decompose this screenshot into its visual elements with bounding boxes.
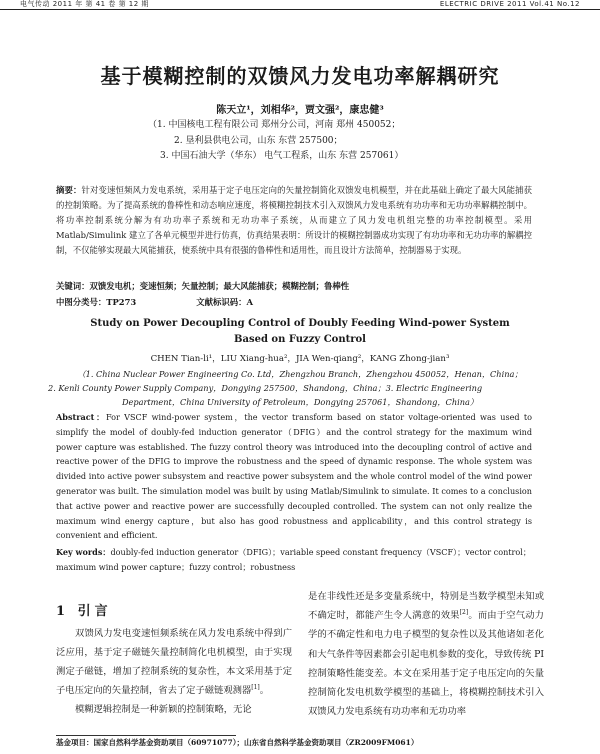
authors-en: CHEN Tian-li¹，LIU Xiang-hua²，JIA Wen-qiang²，KANG Zhong-jian³ <box>150 354 450 364</box>
keywords-cn <box>56 280 349 292</box>
abstract-en-text: For VSCF wind-power system，the vector transform based on stator voltage-oriented was used to simplify the model of doubly-fed induction generator（DFIG）and the control strategy for the maximum wind power capture was established. The fuzzy control theory was introduced into the decoupling control of active and reactive power of the DFIG to improve the robustness and the speed of dynamic response. The whole system was divided into active power subsystem and reactive power subsystem and the whole control model of the wind power generator was built. The simulation model was built by using Matlab/Simulink to simulate. It comes to a conclusion that active power and reactive power are successfully decoupled controlled. The system can not only realize the maximum wind energy capture，but also has good robustness and applicability，and this control strategy is convenient and efficient. <box>56 412 532 541</box>
journal-header-en: ELECTRIC DRIVE 2011 Vol.41 No.12 <box>439 0 580 8</box>
journal-header-cn: 电气传动 2011 年 第 41 卷 第 12 期 <box>20 0 149 8</box>
paper-title-cn: 基于模糊控制的双馈风力发电功率解耦研究 <box>100 64 500 88</box>
keywords-cn-text: 双馈发电机；变速恒频；矢量控制；最大风能捕获；模糊控制；鲁棒性 <box>89 281 350 291</box>
affiliation-en-3: Department，China University of Petroleum，Dongying 257061，Shandong，China） <box>121 397 479 407</box>
abstract-cn-label: 摘要： <box>56 185 82 195</box>
abstract-cn-text: 针对变速恒频风力发电系统，采用基于定子电压定向的矢量控制简化双馈发电机模型，并在此基础上确定了最大风能捕获的控制策略。为了提高系统的鲁棒性和动态响应速度，将模糊控制技术引入双馈风力发电系统有功功率和无功功率解耦控制中。将功率控制系统分解为有功功率子系统和无功功率子系统，从而建立了风力发电机组完整的功率控制模型。采用 Matlab/Simulink 建立了各单元模型并进行仿真，仿真结果表明：所设计的模糊控制器成功实现了有功功率和无功功率的解耦控制，不仅能够实现最大风能捕获，使系统中具有很强的鲁棒性和适用性，而且设计方法简单，控制器易于实现。 <box>56 185 533 255</box>
affiliation-cn-2: 2. 垦利县供电公司，山东 东营 257500； <box>174 135 343 146</box>
paragraph-end: 。 <box>259 685 270 696</box>
affiliation-cn-1: （1. 中国核电工程有限公司 郑州分公司，河南 郑州 450052； <box>148 120 401 130</box>
keywords-en-label: Key words： <box>56 547 111 557</box>
doc-code-value: A <box>246 297 254 307</box>
keywords-en-text: doubly-fed induction generator（DFIG）；variable speed constant frequency（VSCF）；vector control；maximum wind power capture；fuzzy control；robustness <box>56 547 531 572</box>
paragraph <box>56 624 292 700</box>
paragraph <box>308 587 544 721</box>
abstract-cn <box>56 183 532 258</box>
paragraph-text: 是在非线性还是多变量系统中，特别是当数学模型未知或不确定时，都能产生令人满意的效果 <box>308 591 544 622</box>
doc-code-label: 文献标识码： <box>196 297 247 307</box>
keywords-cn-label: 关键词： <box>56 281 90 291</box>
abstract-en-label: Abstract： <box>56 412 106 422</box>
body-column-left <box>56 624 292 719</box>
classification-line <box>56 296 253 308</box>
affiliation-cn-3: 3. 中国石油大学（华东） 电气工程系，山东 东营 257061） <box>160 151 404 161</box>
authors-cn: 陈天立¹，刘相华²，贾文强²，康忠健³ <box>216 105 384 116</box>
body-column-right <box>308 587 544 721</box>
clc-label: 中图分类号： <box>56 297 107 307</box>
citation: [2] <box>459 609 469 617</box>
section-heading-introduction: 1 引言 <box>56 604 112 619</box>
clc-value: TP273 <box>106 297 137 307</box>
funding-footnote: 基金项目：国家自然科学基金资助项目（60971077）；山东省自然科学基金资助项目（ZR2009FM061） <box>56 738 419 747</box>
keywords-en <box>56 545 532 574</box>
paragraph-text: 。而由于空气动力学的不确定性和电力电子模型的复杂性以及其他诸如老化和大气条件等因素都会引起电机参数的变化，导致传统 PI 控制策略性能变差。本文在采用基于定子电压定向的矢量控制简化发电机数学模型的基础上，将模糊控制技术引入双馈风力发电系统有功功率和无功功率 <box>308 610 545 718</box>
affiliation-en-1: （1. China Nuclear Power Engineering Co. Ltd，Zhengzhou Branch，Zhengzhou 450052，Henan，China； <box>77 369 523 379</box>
affiliations-en <box>40 367 560 409</box>
paper-title-en: Study on Power Decoupling Control of Doubly Feeding Wind-power System Based on Fuzzy Control <box>90 318 510 345</box>
citation: [1] <box>251 683 260 691</box>
running-header <box>0 0 600 10</box>
affiliations-cn <box>148 118 403 165</box>
footnote-divider <box>56 735 236 736</box>
affiliation-en-2: 2. Kenli County Power Supply Company，Dongying 257500，Shandong，China；3. Electric Engineering <box>48 383 483 393</box>
paragraph-text: 双馈风力发电变速恒频系统在风力发电系统中得到广泛应用，基于定子磁链矢量控制简化电机模型，由于实现测定子磁链，增加了控制系统的复杂性，本文采用基于定子电压定向的矢量控制，省去了定子磁链观测器 <box>56 628 292 696</box>
paragraph: 模糊逻辑控制是一种新颖的控制策略，无论 <box>75 704 252 715</box>
abstract-en <box>56 410 532 543</box>
